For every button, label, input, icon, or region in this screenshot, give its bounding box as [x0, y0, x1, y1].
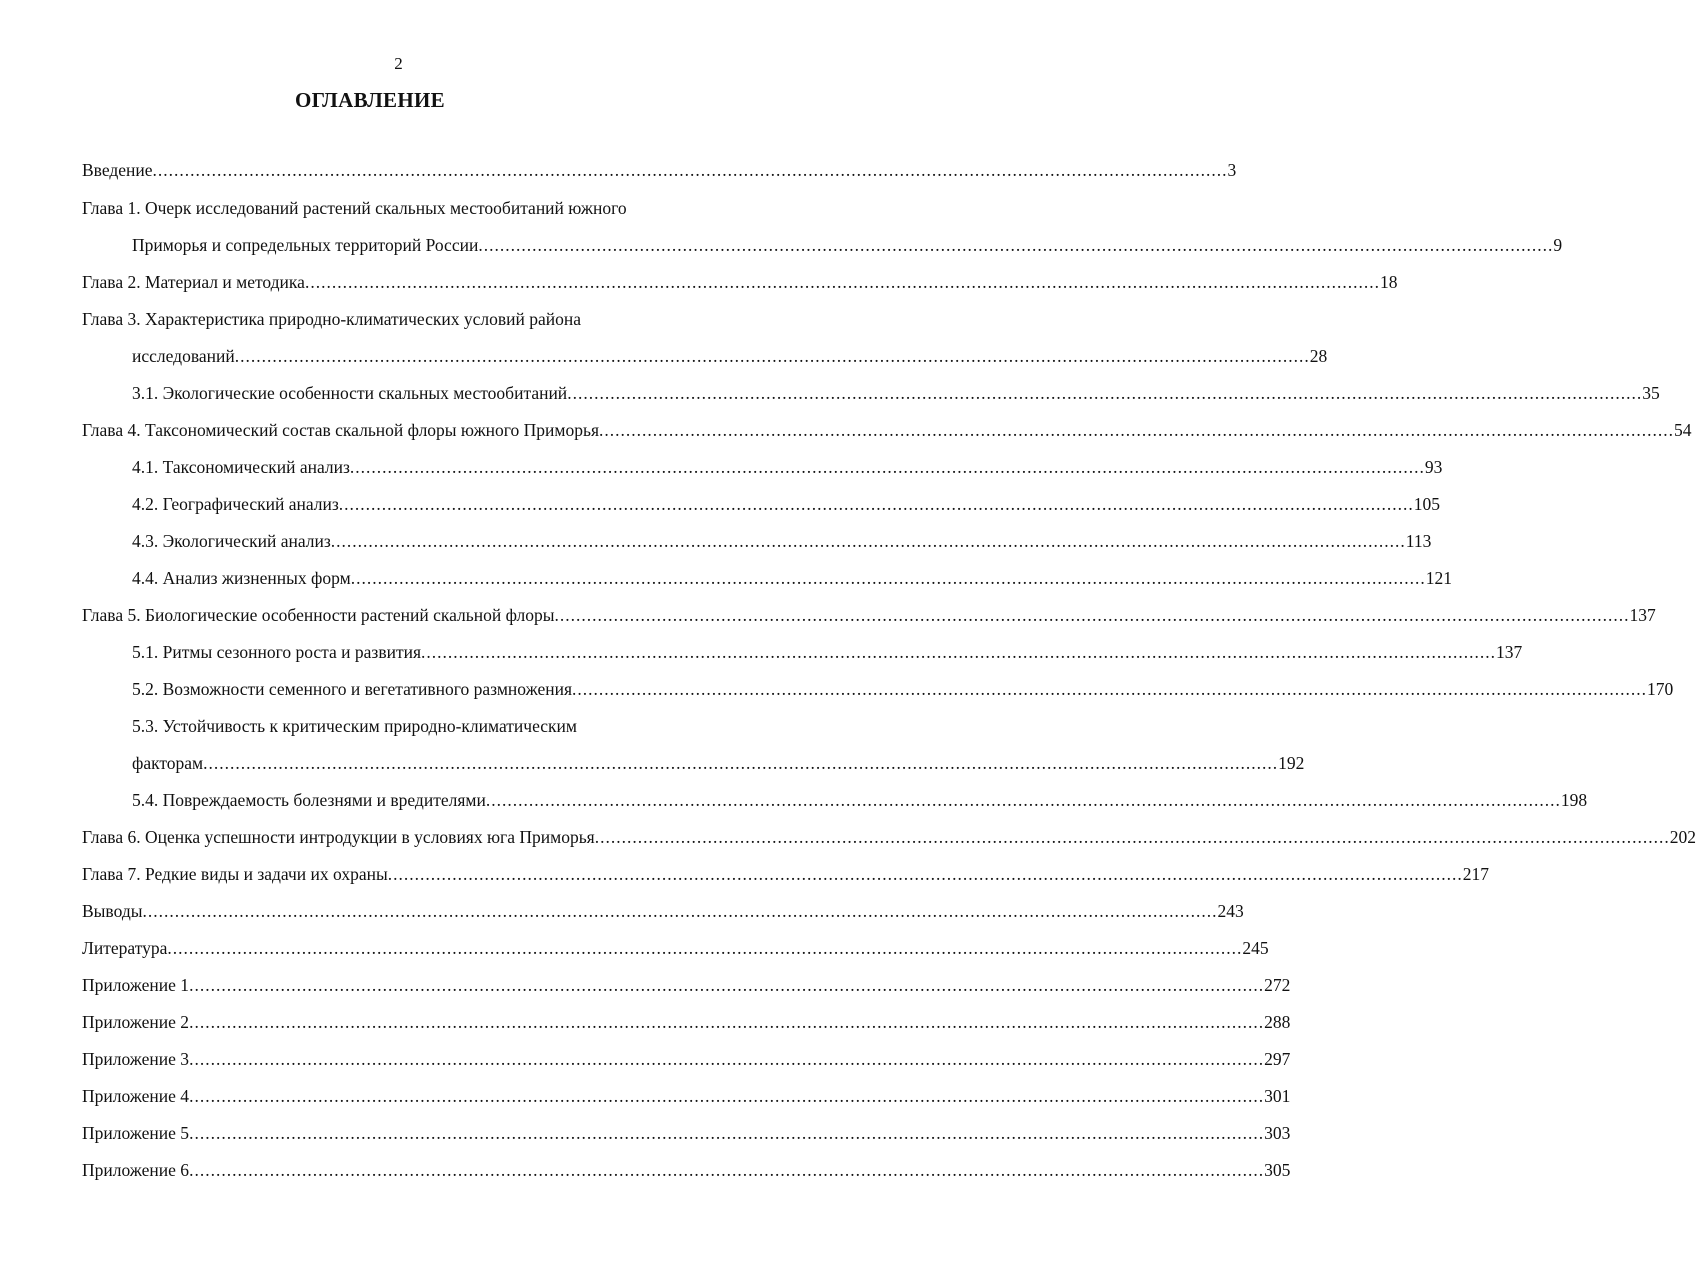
toc-entry-page: 243: [1217, 901, 1244, 921]
toc-entry-label: 5.1. Ритмы сезонного роста и развития: [132, 642, 422, 662]
toc-entry-chapter-3-line1[interactable]: [82, 306, 739, 332]
toc-entry-section-5-1[interactable]: [132, 639, 1523, 665]
toc-entry-literature[interactable]: [82, 935, 1269, 961]
toc-entry-page: 54: [1674, 420, 1692, 440]
dot-leader: [572, 676, 1647, 702]
toc-entry-section-4-1[interactable]: [132, 454, 1443, 480]
toc-entry-label: Глава 3. Характеристика природно-климатических условий района: [82, 309, 581, 329]
toc-entry-section-5-3-line1[interactable]: [132, 713, 739, 739]
toc-entry-page: 121: [1425, 568, 1452, 588]
toc-entry-label: Глава 4. Таксономический состав скальной флоры южного Приморья: [82, 420, 600, 440]
toc-entry-page: 137: [1496, 642, 1523, 662]
toc-entry-label: Глава 6. Оценка успешности интродукции в условиях юга Приморья: [82, 827, 595, 847]
toc-entry-page: 297: [1264, 1049, 1291, 1069]
toc-entry-page: 3: [1227, 160, 1237, 180]
toc-entry-section-4-3[interactable]: [132, 528, 1432, 554]
toc-entry-intro[interactable]: [82, 157, 1237, 183]
toc-entry-section-3-1[interactable]: [132, 380, 1660, 406]
toc-entry-page: 105: [1413, 494, 1441, 514]
dot-leader: [555, 602, 1630, 628]
dot-leader: [167, 935, 1242, 961]
toc-entry-section-4-4[interactable]: [132, 565, 1452, 591]
toc-entry-appendix-6[interactable]: [82, 1157, 1291, 1183]
dot-leader: [189, 1120, 1264, 1146]
toc-entry-page: 113: [1405, 531, 1432, 551]
toc-entry-page: 303: [1264, 1123, 1291, 1143]
toc-entry-label: Глава 1. Очерк исследований растений скальных местообитаний южного: [82, 198, 627, 218]
dot-leader: [339, 491, 1414, 517]
dot-leader: [421, 639, 1496, 665]
dot-leader: [486, 787, 1561, 813]
page-number: 2: [394, 54, 403, 73]
toc-entry-page: 137: [1629, 605, 1656, 625]
dot-leader: [350, 454, 1425, 480]
toc-entry-page: 192: [1278, 753, 1305, 773]
toc-entry-conclusions[interactable]: [82, 898, 1244, 924]
toc-entry-section-5-4[interactable]: [132, 787, 1588, 813]
toc-entry-label: Приложение 6: [82, 1160, 190, 1180]
toc-entry-section-5-3[interactable]: [132, 750, 1305, 776]
toc-entry-page: 305: [1264, 1160, 1291, 1180]
toc-entry-page: 9: [1553, 235, 1563, 255]
toc-entry-label: Приморья и сопредельных территорий России: [132, 235, 479, 255]
toc-entry-appendix-5[interactable]: [82, 1120, 1291, 1146]
dot-leader: [189, 972, 1264, 998]
toc-entry-page: 245: [1242, 938, 1269, 958]
toc-entry-label: Глава 2. Материал и методика: [82, 272, 305, 292]
toc-entry-label: 5.3. Устойчивость к критическим природно-климатическим: [132, 716, 577, 736]
toc-entry-label: факторам: [132, 753, 204, 773]
toc-entry-label: 4.1. Таксономический анализ: [132, 457, 350, 477]
dot-leader: [567, 380, 1642, 406]
toc-entry-label: 4.3. Экологический анализ: [132, 531, 331, 551]
toc-entry-label: 5.2. Возможности семенного и вегетативного размножения: [132, 679, 572, 699]
toc-entry-section-5-2[interactable]: [132, 676, 1674, 702]
dot-leader: [189, 1009, 1264, 1035]
toc-entry-chapter-3[interactable]: [132, 343, 1328, 369]
dot-leader: [189, 1046, 1264, 1072]
toc-entry-page: 18: [1379, 272, 1398, 292]
toc-entry-appendix-4[interactable]: [82, 1083, 1291, 1109]
toc-entry-label: Глава 5. Биологические особенности растений скальной флоры: [82, 605, 555, 625]
toc-entry-page: 35: [1642, 383, 1660, 403]
toc-entry-chapter-1-line1[interactable]: [82, 195, 739, 221]
toc-entry-label: Приложение 1: [82, 975, 190, 995]
toc-entry-label: Приложение 2: [82, 1012, 190, 1032]
toc-entry-appendix-3[interactable]: [82, 1046, 1291, 1072]
toc-entry-page: 288: [1264, 1012, 1291, 1032]
toc-entry-label: Введение: [82, 160, 153, 180]
toc-entry-page: 217: [1462, 864, 1489, 884]
toc-entry-page: 301: [1264, 1086, 1291, 1106]
toc-entry-label: 4.2. Географический анализ: [132, 494, 339, 514]
toc-entry-label: исследований: [132, 346, 235, 366]
toc-entry-label: Глава 7. Редкие виды и задачи их охраны: [82, 864, 388, 884]
dot-leader: [189, 1083, 1264, 1109]
toc-entry-label: Приложение 3: [82, 1049, 190, 1069]
toc-entry-chapter-6[interactable]: [82, 824, 1696, 850]
toc-entry-page: 170: [1647, 679, 1674, 699]
toc-entry-label: Литература: [82, 938, 168, 958]
toc-entry-page: 93: [1424, 457, 1443, 477]
dot-leader: [599, 417, 1674, 443]
dot-leader: [351, 565, 1426, 591]
toc-entry-chapter-2[interactable]: [82, 269, 1398, 295]
dot-leader: [235, 343, 1310, 369]
toc-entry-chapter-1[interactable]: [132, 232, 1563, 258]
toc-entry-chapter-7[interactable]: [82, 861, 1489, 887]
toc-entry-label: Приложение 5: [82, 1123, 190, 1143]
dot-leader: [388, 861, 1463, 887]
toc-entry-page: 202: [1669, 827, 1696, 847]
dot-leader: [142, 898, 1217, 924]
dot-leader: [331, 528, 1406, 554]
dot-leader: [595, 824, 1670, 850]
toc-entry-page: 198: [1560, 790, 1588, 810]
page-title: ОГЛАВЛЕНИЕ: [295, 88, 445, 112]
toc-entry-label: Приложение 4: [82, 1086, 190, 1106]
toc-entry-section-4-2[interactable]: [132, 491, 1441, 517]
toc-entry-page: 28: [1309, 346, 1328, 366]
toc-entry-label: 5.4. Повреждаемость болезнями и вредителями: [132, 790, 486, 810]
dot-leader: [305, 269, 1380, 295]
dot-leader: [203, 750, 1278, 776]
toc-entry-chapter-5[interactable]: [82, 602, 1656, 628]
dot-leader: [153, 157, 1228, 183]
toc-entry-page: 272: [1264, 975, 1291, 995]
dot-leader: [478, 232, 1553, 258]
toc-entry-label: 3.1. Экологические особенности скальных местообитаний: [132, 383, 568, 403]
toc-entry-label: 4.4. Анализ жизненных форм: [132, 568, 351, 588]
toc-entry-appendix-1[interactable]: [82, 972, 1291, 998]
toc-entry-label: Выводы: [82, 901, 143, 921]
toc-entry-appendix-2[interactable]: [82, 1009, 1291, 1035]
toc-entry-chapter-4[interactable]: [82, 417, 1692, 443]
dot-leader: [189, 1157, 1264, 1183]
